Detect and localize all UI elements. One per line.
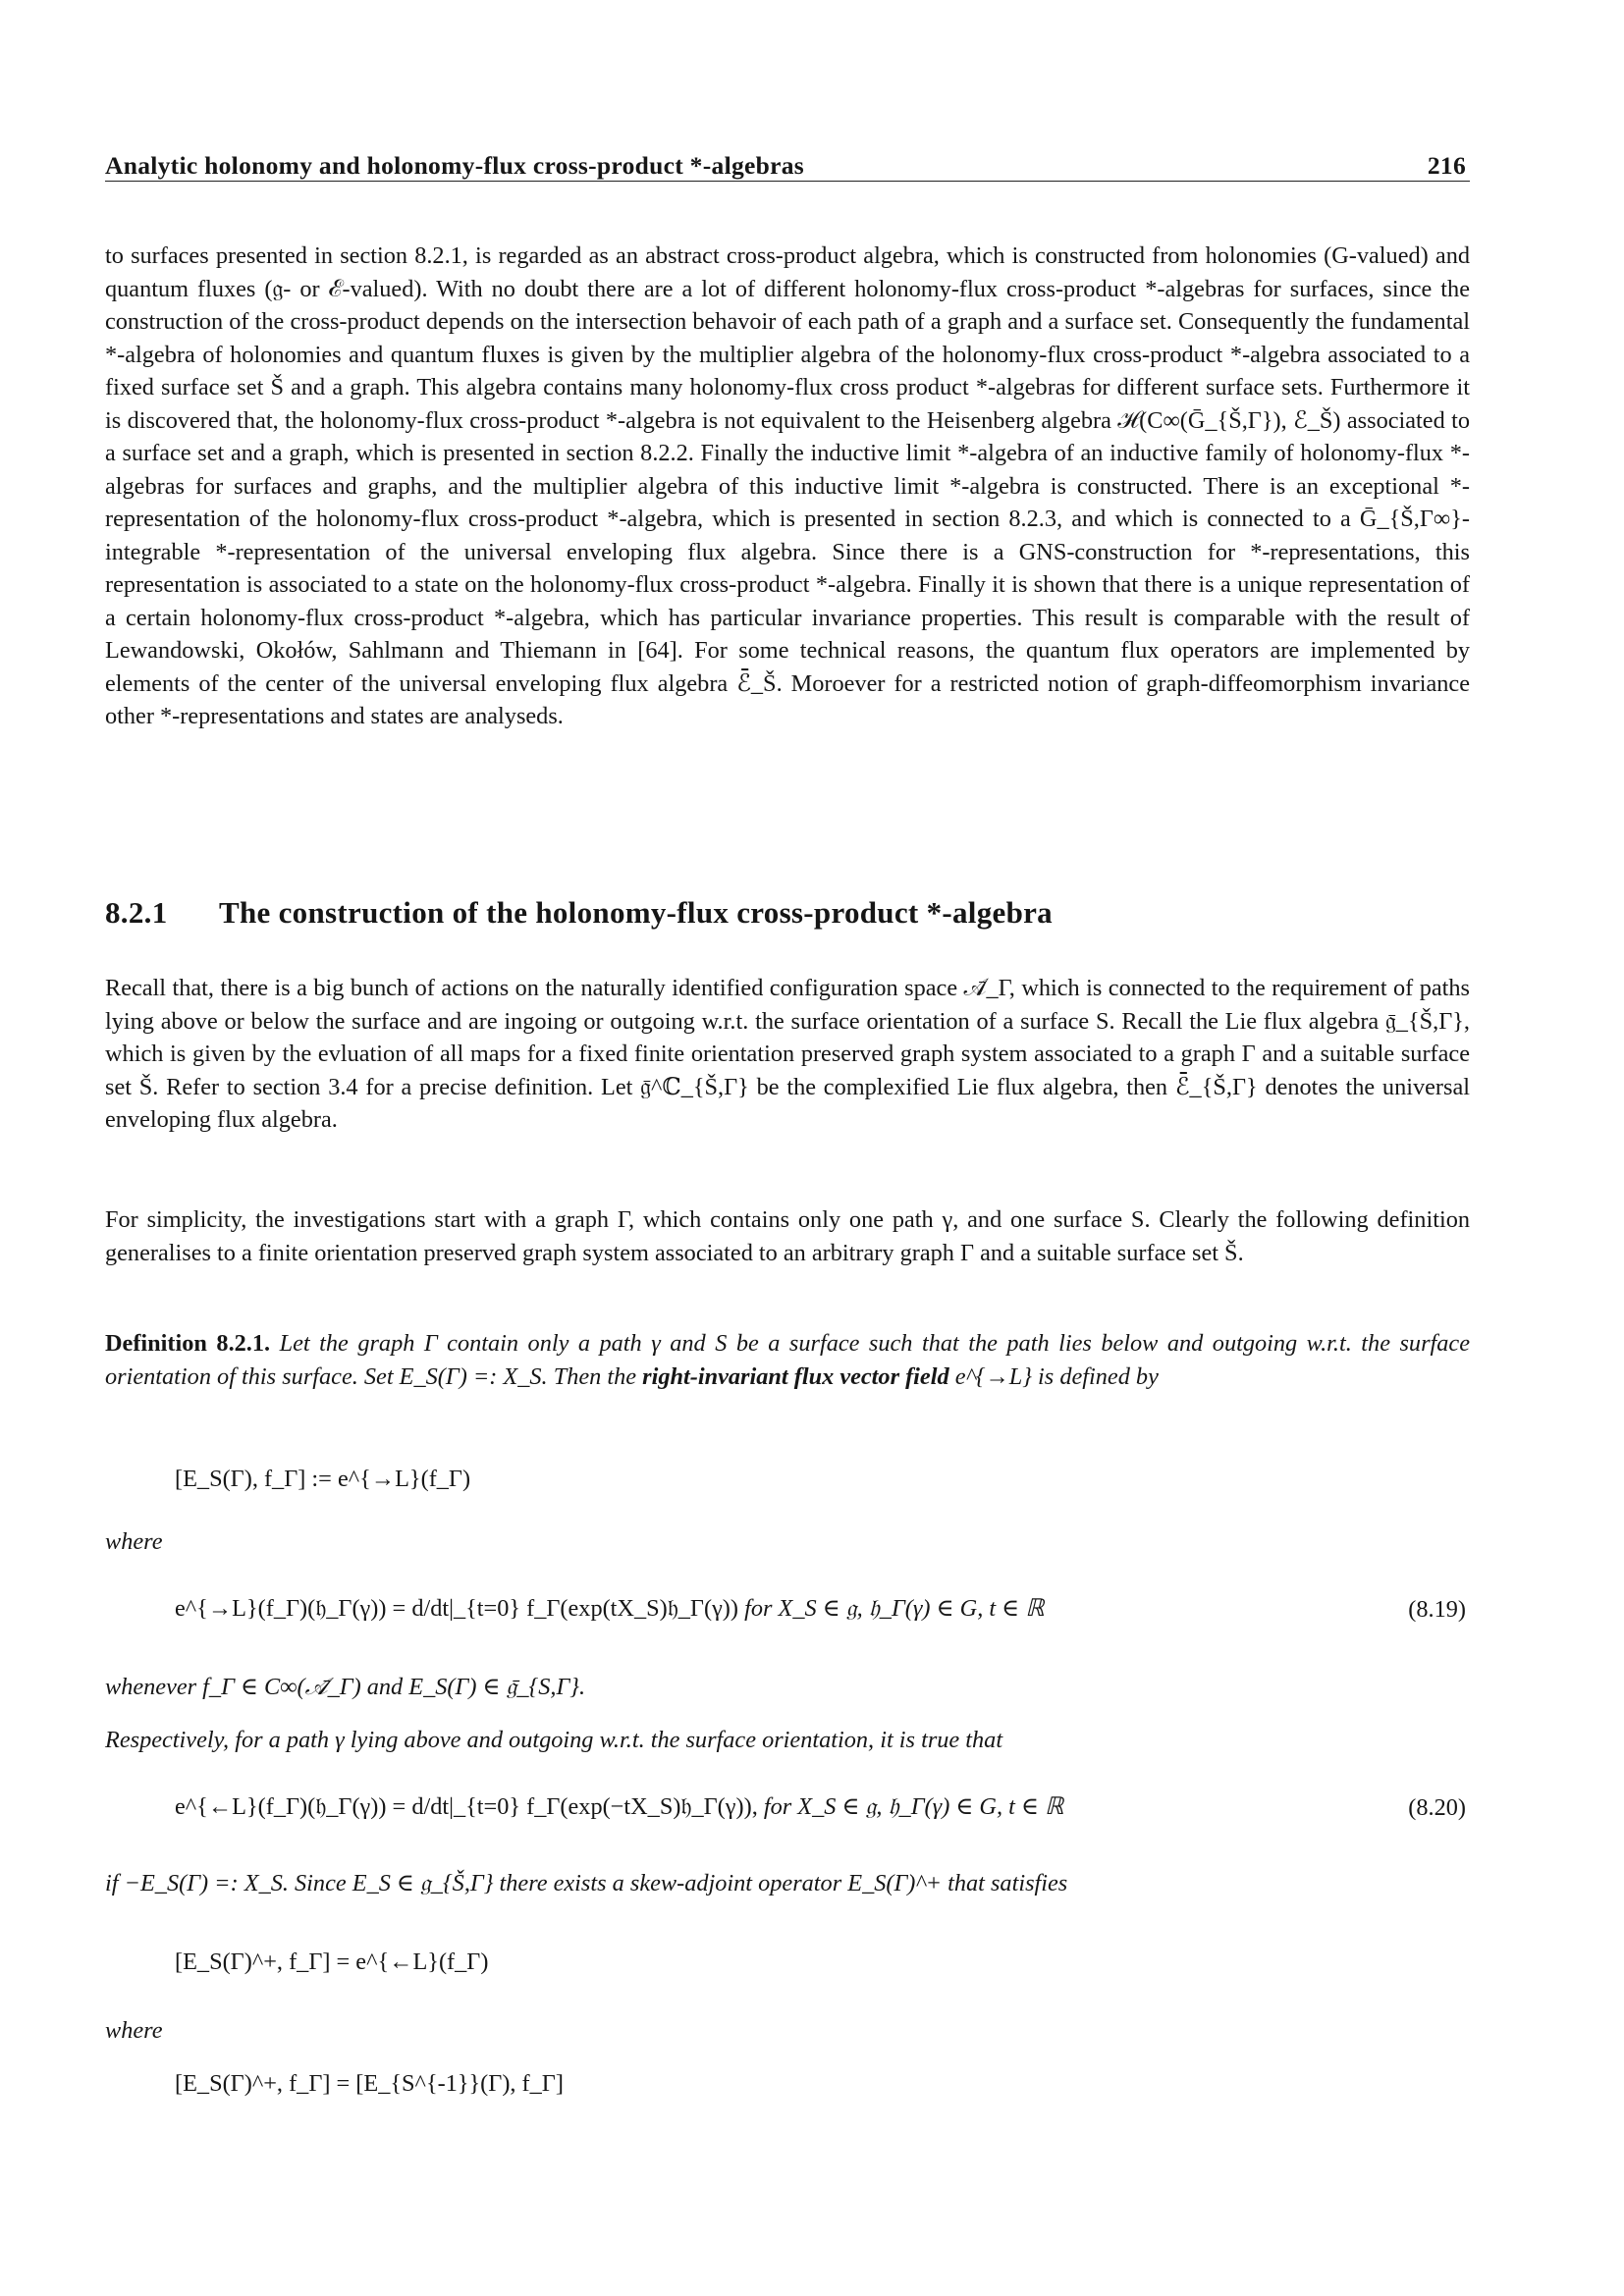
equation-8-20-lhs: e^{←L}(f_Γ)(𝔥_Γ(γ)) = d/dt|_{t=0} f_Γ(exp(−tX_S)𝔥_Γ(γ)), [175,1793,758,1820]
whenever-line: whenever f_Γ ∈ C∞(𝒜̄_Γ) and E_S(Γ) ∈ 𝔤̄_{S,Γ}. [105,1674,586,1700]
paragraph-simplicity: For simplicity, the investigations start with a graph Γ, which contains only one path γ, and one surface S. Clearly the following definition generalises to a finite orientation preserved graph system associated to an arbitrary graph Γ and a suitable surface set Š. [105,1206,1470,1266]
equation-number-8-20: (8.20) [1408,1794,1466,1821]
running-header-title: Analytic holonomy and holonomy-flux cross-product *-algebras [105,151,804,180]
definition-text-after: e^{→L} is defined by [954,1362,1159,1390]
where-label-1: where [105,1528,163,1555]
equation-8-19-condition: for X_S ∈ 𝔤, 𝔥_Γ(γ) ∈ G, t ∈ ℝ [744,1595,1045,1622]
equation-definition: [E_S(Γ), f_Γ] := e^{→L}(f_Γ) [175,1466,471,1492]
equation-8-19 [175,1592,1044,1625]
equation-last: [E_S(Γ)^+, f_Γ] = [E_{S^{-1}}(Γ), f_Γ] [175,2070,564,2097]
section-number: 8.2.1 [105,895,168,930]
intro-paragraph: to surfaces presented in section 8.2.1, is regarded as an abstract cross-product algebra, which is constructed from holonomies (G-valued) and quantum fluxes (𝔤- or ℰ-valued). With no doubt there are a lot of different holonomy-flux cross-product *-algebras for surfaces, since the construction of the cross-product depends on the intersection behavoir of each path of a graph and a surface set. Consequently the fundamental *-algebra of holonomies and quantum fluxes is given by the multiplier algebra of the holonomy-flux cross-product *-algebra associated to a fixed surface set Š and a graph. This algebra contains many holonomy-flux cross product *-algebras for different surface sets. Furthermore it is discovered that, the holonomy-flux cross-product *-algebra is not equivalent to the Heisenberg algebra ℋ(C∞(Ḡ_{Š,Γ}), ℰ_Š) associated to a surface set and a graph, which is presented in section 8.2.2. Finally the inductive limit *-algebra of an inductive family of holonomy-flux *-algebras for surfaces and graphs, and the multiplier algebra of this inductive limit *-algebra is constructed. There is an exceptional *-representation of the holonomy-flux cross-product *-algebra, which is presented in section 8.2.3, and which is connected to a Ḡ_{Š,Γ∞}-integrable *-representation of the universal enveloping flux algebra. Since there is a GNS-construction for *-representations, this representation is associated to a state on the holonomy-flux cross-product *-algebra. Finally it is shown that there is a unique representation of a certain holonomy-flux cross-product *-algebra, which has particular invariance properties. This result is comparable with the result of Lewandowski, Okołów, Sahlmann and Thiemann in [64]. For some technical reasons, the quantum flux operators are implemented by elements of the center of the universal enveloping flux algebra ℰ̄_Š. Moroever for a restricted notion of graph-diffeomorphism invariance other *-representations and states are analyseds. [105,242,1470,729]
equation-adjoint: [E_S(Γ)^+, f_Γ] = e^{←L}(f_Γ) [175,1949,489,1975]
page-number: 216 [1427,151,1466,180]
equation-8-20-condition: for X_S ∈ 𝔤, 𝔥_Γ(γ) ∈ G, t ∈ ℝ [763,1793,1064,1820]
section-title: The construction of the holonomy-flux cross-product *-algebra [219,895,1053,930]
if-line: if −E_S(Γ) =: X_S. Since E_S ∈ 𝔤_{Š,Γ} there exists a skew-adjoint operator E_S(Γ)^+ that satisfies [105,1870,1068,1896]
definition-bold-term: right-invariant flux vector field [642,1362,949,1390]
definition-text-before: Let the graph Γ contain only a path γ and S be a surface such that the path lies below and outgoing w.r.t. the surface orientation of this surface. Set E_S(Γ) =: X_S. Then the [105,1330,1471,1390]
paragraph-recall: Recall that, there is a big bunch of actions on the naturally identified configuration space 𝒜̄_Γ, which is connected to the requirement of paths lying above or below the surface and are ingoing or outgoing w.r.t. the surface orientation of a surface S. Recall the Lie flux algebra 𝔤̄_{Š,Γ}, which is given by the evluation of all maps for a fixed finite orientation preserved graph system associated to a graph Γ and a suitable surface set Š. Refer to section 3.4 for a precise definition. Let 𝔤̄^ℂ_{Š,Γ} be the complexified Lie flux algebra, then ℰ̄_{Š,Γ} denotes the universal enveloping flux algebra. [105,975,1470,1133]
respectively-line: Respectively, for a path γ lying above and outgoing w.r.t. the surface orientation, it is true that [105,1727,1003,1753]
equation-8-19-lhs: e^{→L}(f_Γ)(𝔥_Γ(γ)) = d/dt|_{t=0} f_Γ(exp(tX_S)𝔥_Γ(γ)) [175,1595,738,1622]
equation-number-8-19: (8.19) [1408,1596,1466,1623]
section-heading [105,895,1053,931]
definition-label: Definition 8.2.1. [105,1330,271,1357]
where-label-2: where [105,2017,163,2044]
equation-8-20 [175,1790,1063,1823]
definition-block [105,1327,1470,1393]
running-header [105,143,1470,182]
